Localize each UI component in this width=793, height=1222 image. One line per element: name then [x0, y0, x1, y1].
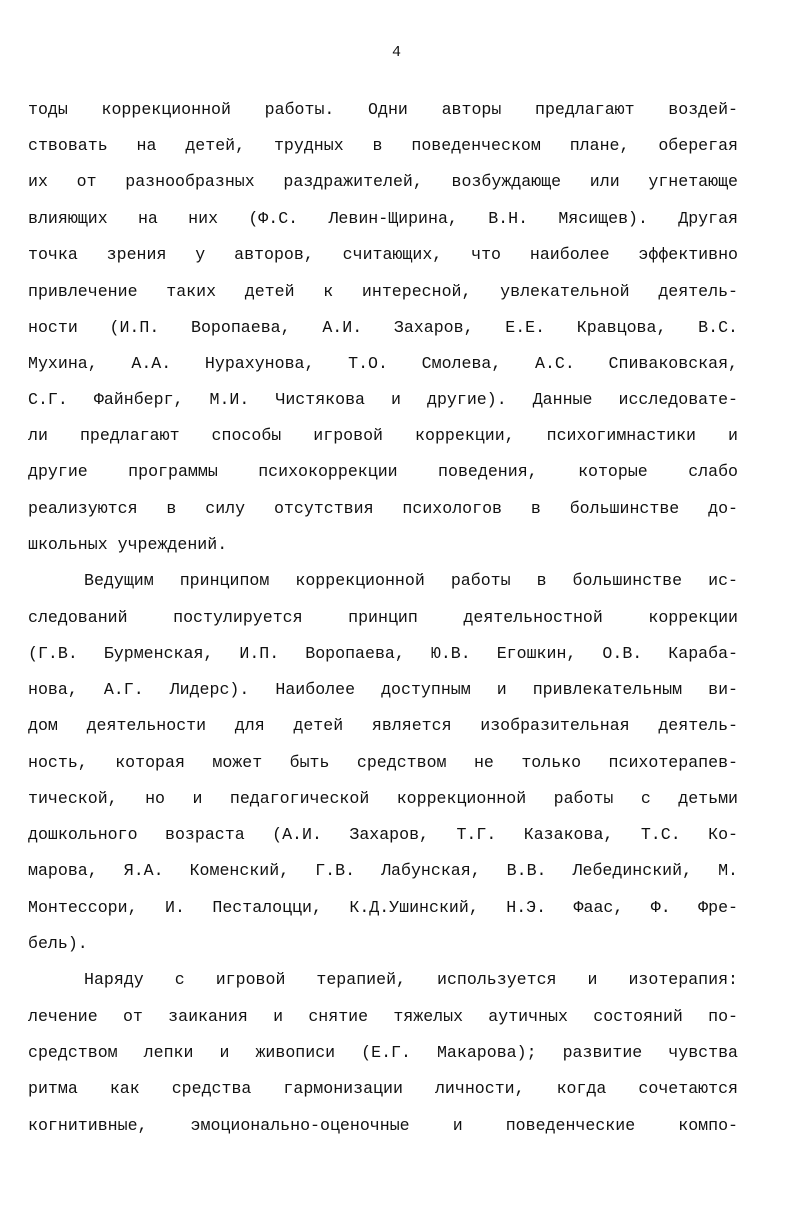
- text-line: бель).: [28, 934, 88, 953]
- text-line: нова, А.Г. Лидерс). Наиболее доступным и привлекательным ви-: [28, 680, 738, 699]
- text-line: средством лепки и живописи (Е.Г. Макарова); развитие чувства: [28, 1043, 738, 1062]
- text-line: школьных учреждений.: [28, 535, 228, 554]
- text-line: ность, которая может быть средством не только психотерапев-: [28, 753, 738, 772]
- page-number: 4: [391, 44, 401, 61]
- text-line: их от разнообразных раздражителей, возбуждающе или угнетающе: [28, 172, 738, 191]
- text-line: Наряду с игровой терапией, используется и изотерапия:: [84, 970, 738, 989]
- text-line: тоды коррекционной работы. Одни авторы предлагают воздей-: [28, 100, 738, 119]
- text-line: реализуются в силу отсутствия психологов в большинстве до-: [28, 499, 738, 518]
- text-line: марова, Я.А. Коменский, Г.В. Лабунская, В.В. Лебединский, М.: [28, 861, 738, 880]
- text-line: другие программы психокоррекции поведения, которые слабо: [28, 462, 738, 481]
- text-line: ритма как средства гармонизации личности, когда сочетаются: [28, 1079, 738, 1098]
- text-line: Мухина, А.А. Нурахунова, Т.О. Смолева, А.С. Спиваковская,: [28, 354, 738, 373]
- text-line: привлечение таких детей к интересной, увлекательной деятель-: [28, 282, 738, 301]
- text-line: С.Г. Файнберг, М.И. Чистякова и другие). Данные исследовате-: [28, 390, 738, 409]
- text-line: ствовать на детей, трудных в поведенческом плане, оберегая: [28, 136, 738, 155]
- text-line: ли предлагают способы игровой коррекции, психогимнастики и: [28, 426, 738, 445]
- text-line: точка зрения у авторов, считающих, что наиболее эффективно: [28, 245, 738, 264]
- text-line: дом деятельности для детей является изобразительная деятель-: [28, 716, 738, 735]
- text-line: (Г.В. Бурменская, И.П. Воропаева, Ю.В. Егошкин, О.В. Караба-: [28, 644, 738, 663]
- text-line: ности (И.П. Воропаева, А.И. Захаров, Е.Е. Кравцова, В.С.: [28, 318, 738, 337]
- text-line: влияющих на них (Ф.С. Левин-Щирина, В.Н. Мясищев). Другая: [28, 209, 738, 228]
- text-line: тической, но и педагогической коррекционной работы с детьми: [28, 789, 738, 808]
- text-line: Монтессори, И. Песталоцци, К.Д.Ушинский, Н.Э. Фаас, Ф. Фре-: [28, 898, 738, 917]
- text-line: когнитивные, эмоционально-оценочные и поведенческие компо-: [28, 1116, 738, 1135]
- text-line: следований постулируется принцип деятельностной коррекции: [28, 608, 738, 627]
- text-line: лечение от заикания и снятие тяжелых аутичных состояний по-: [28, 1007, 738, 1026]
- text-line: дошкольного возраста (А.И. Захаров, Т.Г. Казакова, Т.С. Ко-: [28, 825, 738, 844]
- text-line: Ведущим принципом коррекционной работы в большинстве ис-: [84, 571, 738, 590]
